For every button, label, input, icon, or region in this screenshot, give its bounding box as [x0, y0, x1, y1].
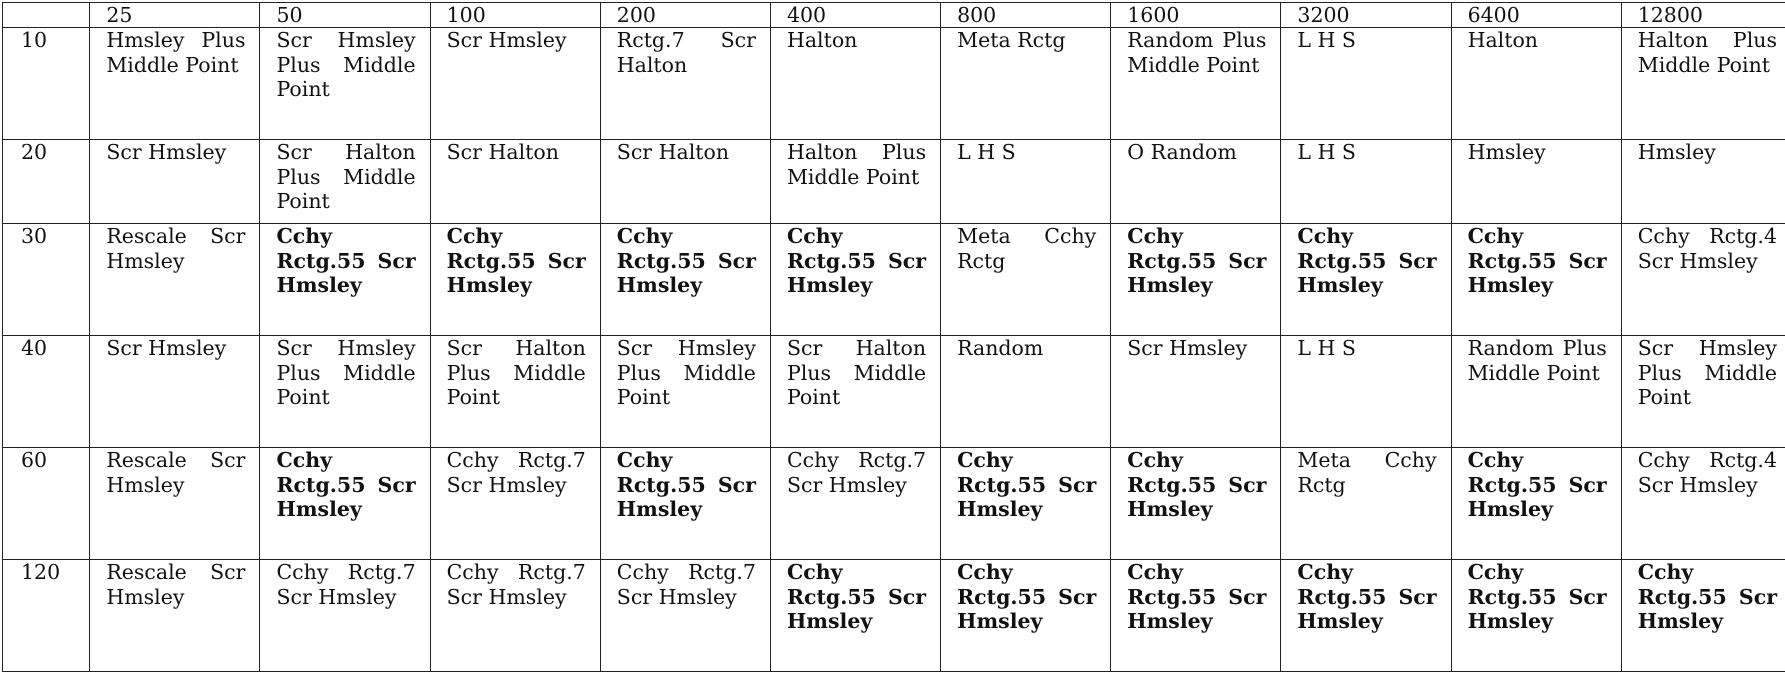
- table-cell: [1451, 28, 1621, 140]
- table-cell: [1621, 560, 1785, 672]
- cell-text: Cchy Rctg.4 Scr Hmsley: [1637, 448, 1777, 497]
- cell-text: Halton: [786, 28, 858, 52]
- cell-text: Cchy Rctg.55 Scr Hmsley: [1637, 560, 1777, 633]
- table-cell: [1281, 448, 1451, 560]
- cell-text: L H S: [1297, 28, 1356, 52]
- cell-text: Meta Rctg: [957, 28, 1066, 52]
- cell-text: Cchy Rctg.55 Scr Hmsley: [786, 560, 927, 633]
- cell-text: Rctg.7 Scr Halton: [616, 28, 756, 77]
- table-cell: [1111, 448, 1281, 560]
- table-cell: [941, 560, 1111, 672]
- table-cell: [260, 560, 430, 672]
- cell-text: Scr Hmsley: [106, 140, 227, 164]
- cell-text: Cchy Rctg.55 Scr Hmsley: [786, 224, 927, 297]
- cell-text: L H S: [1297, 140, 1356, 164]
- table-cell: [1451, 560, 1621, 672]
- table-cell: [260, 448, 430, 560]
- table-cell: [1281, 140, 1451, 224]
- table-cell: [430, 140, 600, 224]
- cell-text: Scr Hmsley Plus Middle Point: [616, 336, 756, 409]
- table-cell: [90, 28, 260, 140]
- header-cell: 25: [90, 3, 260, 28]
- table-cell: [1281, 336, 1451, 448]
- cell-text: Cchy Rctg.55 Scr Hmsley: [1127, 560, 1267, 633]
- table-row: [3, 448, 1785, 560]
- table-cell: [600, 140, 770, 224]
- cell-text: Hmsley: [1637, 140, 1716, 164]
- row-label: 60: [3, 448, 90, 560]
- cell-text: Cchy Rctg.7 Scr Hmsley: [786, 448, 927, 497]
- table-cell: [1451, 448, 1621, 560]
- table-cell: [430, 28, 600, 140]
- header-cell: 1600: [1111, 3, 1281, 28]
- table-row: [3, 28, 1785, 140]
- table-cell: [430, 448, 600, 560]
- table-cell: [1111, 336, 1281, 448]
- table-cell: [90, 448, 260, 560]
- table-cell: [90, 560, 260, 672]
- table-cell: [90, 224, 260, 336]
- table-cell: [1281, 224, 1451, 336]
- row-label: 40: [3, 336, 90, 448]
- table-cell: [1111, 224, 1281, 336]
- table-cell: [260, 336, 430, 448]
- table-cell: [1281, 28, 1451, 140]
- table-cell: [260, 28, 430, 140]
- cell-text: Meta Cchy Rctg: [1297, 448, 1437, 497]
- table-cell: [941, 224, 1111, 336]
- cell-text: L H S: [1297, 336, 1356, 360]
- cell-text: Cchy Rctg.7 Scr Hmsley: [446, 560, 586, 609]
- table-cell: [600, 560, 770, 672]
- header-cell: 800: [941, 3, 1111, 28]
- cell-text: Cchy Rctg.55 Scr Hmsley: [1127, 448, 1267, 521]
- results-table-container: [2, 2, 1785, 676]
- table-cell: [770, 336, 940, 448]
- table-row: [3, 224, 1785, 336]
- cell-text: Scr Halton Plus Middle Point: [446, 336, 586, 409]
- cell-text: O Random: [1127, 140, 1237, 164]
- row-label: 10: [3, 28, 90, 140]
- table-cell: [1621, 448, 1785, 560]
- table-cell: [260, 224, 430, 336]
- header-cell: 400: [770, 3, 940, 28]
- table-cell: [770, 448, 940, 560]
- cell-text: Cchy Rctg.7 Scr Hmsley: [616, 560, 756, 609]
- cell-text: Cchy Rctg.55 Scr Hmsley: [1467, 224, 1607, 297]
- cell-text: Rescale Scr Hmsley: [106, 448, 246, 497]
- header-cell: 100: [430, 3, 600, 28]
- cell-text: Cchy Rctg.55 Scr Hmsley: [276, 224, 416, 297]
- header-cell: 50: [260, 3, 430, 28]
- cell-text: Meta Cchy Rctg: [957, 224, 1097, 273]
- header-cell: 12800: [1621, 3, 1785, 28]
- cell-text: Cchy Rctg.4 Scr Hmsley: [1637, 224, 1777, 273]
- cell-text: Cchy Rctg.55 Scr Hmsley: [446, 224, 586, 297]
- table-cell: [770, 140, 940, 224]
- row-label: 120: [3, 560, 90, 672]
- table-cell: [1451, 140, 1621, 224]
- cell-text: Scr Hmsley: [1127, 336, 1248, 360]
- table-cell: [1281, 560, 1451, 672]
- table-cell: [430, 224, 600, 336]
- row-label: 30: [3, 224, 90, 336]
- cell-text: L H S: [957, 140, 1016, 164]
- cell-text: Halton Plus Middle Point: [786, 140, 927, 189]
- table-cell: [430, 560, 600, 672]
- table-cell: [941, 448, 1111, 560]
- cell-text: Cchy Rctg.7 Scr Hmsley: [276, 560, 416, 609]
- cell-text: Scr Halton Plus Middle Point: [276, 140, 416, 213]
- cell-text: Random Plus Middle Point: [1467, 336, 1607, 385]
- cell-text: Hmsley: [1467, 140, 1546, 164]
- table-cell: [430, 336, 600, 448]
- cell-text: Cchy Rctg.55 Scr Hmsley: [616, 448, 756, 521]
- cell-text: Cchy Rctg.55 Scr Hmsley: [957, 448, 1097, 521]
- cell-text: Rescale Scr Hmsley: [106, 560, 246, 609]
- table-cell: [600, 28, 770, 140]
- cell-text: Hmsley Plus Middle Point: [106, 28, 246, 77]
- corner-cell: [3, 3, 90, 28]
- table-cell: [770, 224, 940, 336]
- cell-text: Rescale Scr Hmsley: [106, 224, 246, 273]
- cell-text: Cchy Rctg.55 Scr Hmsley: [957, 560, 1097, 633]
- cell-text: Halton: [1467, 28, 1539, 52]
- cell-text: Scr Halton: [446, 140, 559, 164]
- cell-text: Scr Hmsley Plus Middle Point: [276, 336, 416, 409]
- table-cell: [1111, 560, 1281, 672]
- table-cell: [260, 140, 430, 224]
- cell-text: Random Plus Middle Point: [1127, 28, 1267, 77]
- table-cell: [770, 560, 940, 672]
- row-label: 20: [3, 140, 90, 224]
- table-cell: [941, 336, 1111, 448]
- cell-text: Random: [957, 336, 1044, 360]
- cell-text: Scr Hmsley Plus Middle Point: [1637, 336, 1777, 409]
- table-cell: [941, 140, 1111, 224]
- cell-text: Cchy Rctg.55 Scr Hmsley: [616, 224, 756, 297]
- cell-text: Cchy Rctg.55 Scr Hmsley: [1297, 560, 1437, 633]
- table-cell: [770, 28, 940, 140]
- header-row: [3, 3, 1785, 28]
- table-row: [3, 560, 1785, 672]
- table-cell: [1621, 28, 1785, 140]
- table-cell: [1451, 224, 1621, 336]
- header-cell: 6400: [1451, 3, 1621, 28]
- results-table: [2, 2, 1785, 672]
- cell-text: Cchy Rctg.7 Scr Hmsley: [446, 448, 586, 497]
- table-cell: [1111, 28, 1281, 140]
- cell-text: Scr Hmsley: [446, 28, 567, 52]
- cell-text: Scr Halton Plus Middle Point: [786, 336, 927, 409]
- table-cell: [941, 28, 1111, 140]
- cell-text: Halton Plus Middle Point: [1637, 28, 1777, 77]
- cell-text: Cchy Rctg.55 Scr Hmsley: [276, 448, 416, 521]
- table-cell: [1111, 140, 1281, 224]
- table-cell: [600, 336, 770, 448]
- cell-text: Cchy Rctg.55 Scr Hmsley: [1467, 560, 1607, 633]
- table-cell: [90, 336, 260, 448]
- cell-text: Cchy Rctg.55 Scr Hmsley: [1127, 224, 1267, 297]
- cell-text: Scr Hmsley Plus Middle Point: [276, 28, 416, 101]
- cell-text: Scr Halton: [616, 140, 730, 164]
- table-row: [3, 140, 1785, 224]
- table-cell: [90, 140, 260, 224]
- header-cell: 200: [600, 3, 770, 28]
- table-cell: [1621, 140, 1785, 224]
- cell-text: Cchy Rctg.55 Scr Hmsley: [1467, 448, 1607, 521]
- table-row: [3, 336, 1785, 448]
- cell-text: Cchy Rctg.55 Scr Hmsley: [1297, 224, 1437, 297]
- header-cell: 3200: [1281, 3, 1451, 28]
- table-cell: [1451, 336, 1621, 448]
- table-cell: [1621, 336, 1785, 448]
- cell-text: Scr Hmsley: [106, 336, 227, 360]
- table-cell: [600, 224, 770, 336]
- table-cell: [1621, 224, 1785, 336]
- table-cell: [600, 448, 770, 560]
